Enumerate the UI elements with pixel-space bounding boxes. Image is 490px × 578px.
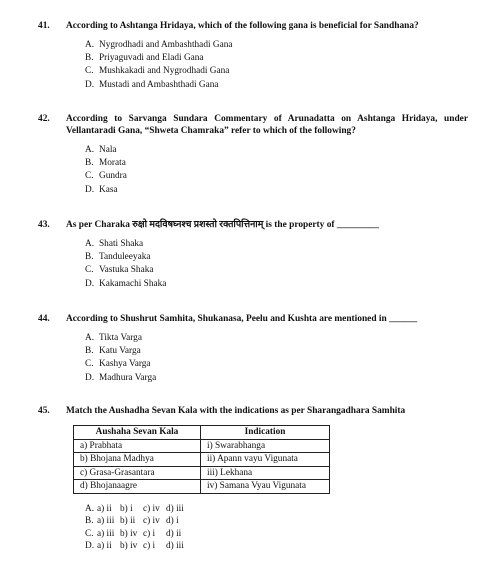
option-b[interactable] <box>85 251 468 264</box>
table-cell: b) Bhojana Madhya <box>74 453 201 467</box>
option-letter: B. <box>85 346 94 357</box>
table-cell: i) Swarabhanga <box>201 439 330 453</box>
table-row <box>74 439 330 453</box>
match-pair: b) i <box>120 503 133 514</box>
option-letter: D. <box>85 184 95 195</box>
question-stem <box>38 20 468 32</box>
option-a[interactable] <box>85 39 468 52</box>
option-d[interactable] <box>85 79 468 92</box>
match-pair: b) ii <box>120 516 136 527</box>
option-d[interactable] <box>85 278 468 291</box>
option-letter: B. <box>85 53 94 64</box>
match-pair: c) iv <box>143 503 160 514</box>
table-cell: d) Bhojanaagre <box>74 480 201 494</box>
table-header-row <box>74 426 330 440</box>
question-text: According to Ashtanga Hridaya, which of the following gana is beneficial for Sandhana? <box>66 21 419 31</box>
option-c[interactable] <box>85 358 468 371</box>
table-row <box>74 453 330 467</box>
table-cell: iv) Samana Vyau Vigunata <box>201 480 330 494</box>
match-pair: a) iii <box>97 528 115 539</box>
option-text: Vastuka Shaka <box>99 265 154 276</box>
option-c[interactable] <box>85 264 468 277</box>
option-list <box>85 144 468 197</box>
answer-option-b[interactable] <box>85 515 468 528</box>
table-cell: a) Prabhata <box>74 439 201 453</box>
option-c[interactable] <box>85 65 468 78</box>
option-letter: B. <box>85 252 94 263</box>
question-text: According to Sarvanga Sundara Commentary of Arunadatta on Ashtanga Hridaya, under Vellantaradi Gana, “Shweta Chamraka” refer to which of the following? <box>66 114 468 136</box>
option-text: Kashya Varga <box>99 359 151 370</box>
answer-option-a[interactable] <box>85 503 468 516</box>
option-text: Gundra <box>99 171 127 182</box>
answer-options <box>85 503 468 553</box>
option-text: Shati Shaka <box>99 239 144 249</box>
option-text: Madhura Varga <box>99 372 157 383</box>
option-text: Mustadi and Ambashthadi Gana <box>99 79 219 90</box>
match-pair: a) ii <box>97 503 112 514</box>
question-45 <box>38 405 468 553</box>
match-pair: d) iii <box>166 503 184 514</box>
option-a[interactable] <box>85 144 468 157</box>
option-text: Tikta Varga <box>99 333 142 343</box>
match-pair: c) iv <box>143 516 160 527</box>
question-number: 43. <box>38 220 50 230</box>
option-letter: D. <box>85 372 95 383</box>
question-text: As per Charaka रुक्षो मदविषघ्नश्च प्रशस्तो रक्तपित्तिनाम् is the property of _________ <box>66 220 380 230</box>
option-list <box>85 332 468 385</box>
option-text: Kakamachi Shaka <box>99 278 167 289</box>
option-letter: D. <box>85 278 95 289</box>
table-row <box>74 480 330 494</box>
option-list <box>85 39 468 92</box>
option-a[interactable] <box>85 238 468 251</box>
match-pair: d) iii <box>166 541 184 552</box>
option-letter: C. <box>85 528 94 539</box>
option-list <box>85 238 468 291</box>
option-c[interactable] <box>85 170 468 183</box>
question-42 <box>38 113 468 197</box>
table-row <box>74 466 330 480</box>
question-stem <box>38 219 468 231</box>
option-text: Morata <box>99 158 126 169</box>
table-cell: c) Grasa-Grasantara <box>74 466 201 480</box>
option-letter: C. <box>85 359 94 370</box>
match-pair: d) ii <box>166 528 182 539</box>
question-number: 41. <box>38 21 50 31</box>
answer-option-c[interactable] <box>85 528 468 541</box>
option-b[interactable] <box>85 345 468 358</box>
question-stem <box>38 313 468 325</box>
column-header-indication: Indication <box>201 426 330 440</box>
option-text: Tanduleeyaka <box>99 252 151 263</box>
option-letter: A. <box>85 40 95 50</box>
match-pair: c) i <box>143 541 156 552</box>
question-number: 45. <box>38 406 50 416</box>
option-text: Mushkakadi and Nygrodhadi Gana <box>99 66 230 77</box>
option-b[interactable] <box>85 52 468 65</box>
question-stem <box>38 113 468 137</box>
match-pair: d) i <box>166 516 179 527</box>
question-number: 42. <box>38 114 50 124</box>
option-letter: B. <box>85 158 94 169</box>
option-d[interactable] <box>85 372 468 385</box>
option-text: Katu Varga <box>99 346 141 357</box>
table-cell: iii) Lekhana <box>201 466 330 480</box>
option-d[interactable] <box>85 184 468 197</box>
question-41 <box>38 20 468 92</box>
option-b[interactable] <box>85 157 468 170</box>
table-cell: ii) Apann vayu Vigunata <box>201 453 330 467</box>
question-number: 44. <box>38 314 50 324</box>
option-text: Nygrodhadi and Ambashthadi Gana <box>99 40 233 50</box>
option-letter: A. <box>85 145 95 155</box>
match-table <box>73 425 330 494</box>
question-text: According to Shushrut Samhita, Shukanasa, Peelu and Kushta are mentioned in ______ <box>66 314 418 324</box>
option-letter: A. <box>85 333 95 343</box>
option-letter: D. <box>85 541 95 552</box>
option-letter: A. <box>85 503 95 514</box>
option-text: Nala <box>99 145 117 155</box>
option-letter: C. <box>85 171 94 182</box>
option-letter: B. <box>85 516 94 527</box>
option-text: Kasa <box>99 184 118 195</box>
option-letter: A. <box>85 239 95 249</box>
match-pair: c) i <box>143 528 156 539</box>
match-pair: a) iii <box>97 516 115 527</box>
match-pair: b) iv <box>120 541 138 552</box>
column-header-sevan-kala: Aushaha Sevan Kala <box>74 426 201 440</box>
match-pair: a) ii <box>97 541 112 552</box>
option-letter: C. <box>85 265 94 276</box>
match-pair: b) iv <box>120 528 138 539</box>
option-letter: D. <box>85 79 95 90</box>
question-43 <box>38 219 468 291</box>
question-stem <box>38 405 468 417</box>
option-text: Priyaguvadi and Eladi Gana <box>99 53 204 64</box>
question-44 <box>38 313 468 385</box>
option-a[interactable] <box>85 332 468 345</box>
option-letter: C. <box>85 66 94 77</box>
question-text: Match the Aushadha Sevan Kala with the indications as per Sharangadhara Samhita <box>66 406 406 416</box>
answer-option-d[interactable] <box>85 540 468 553</box>
